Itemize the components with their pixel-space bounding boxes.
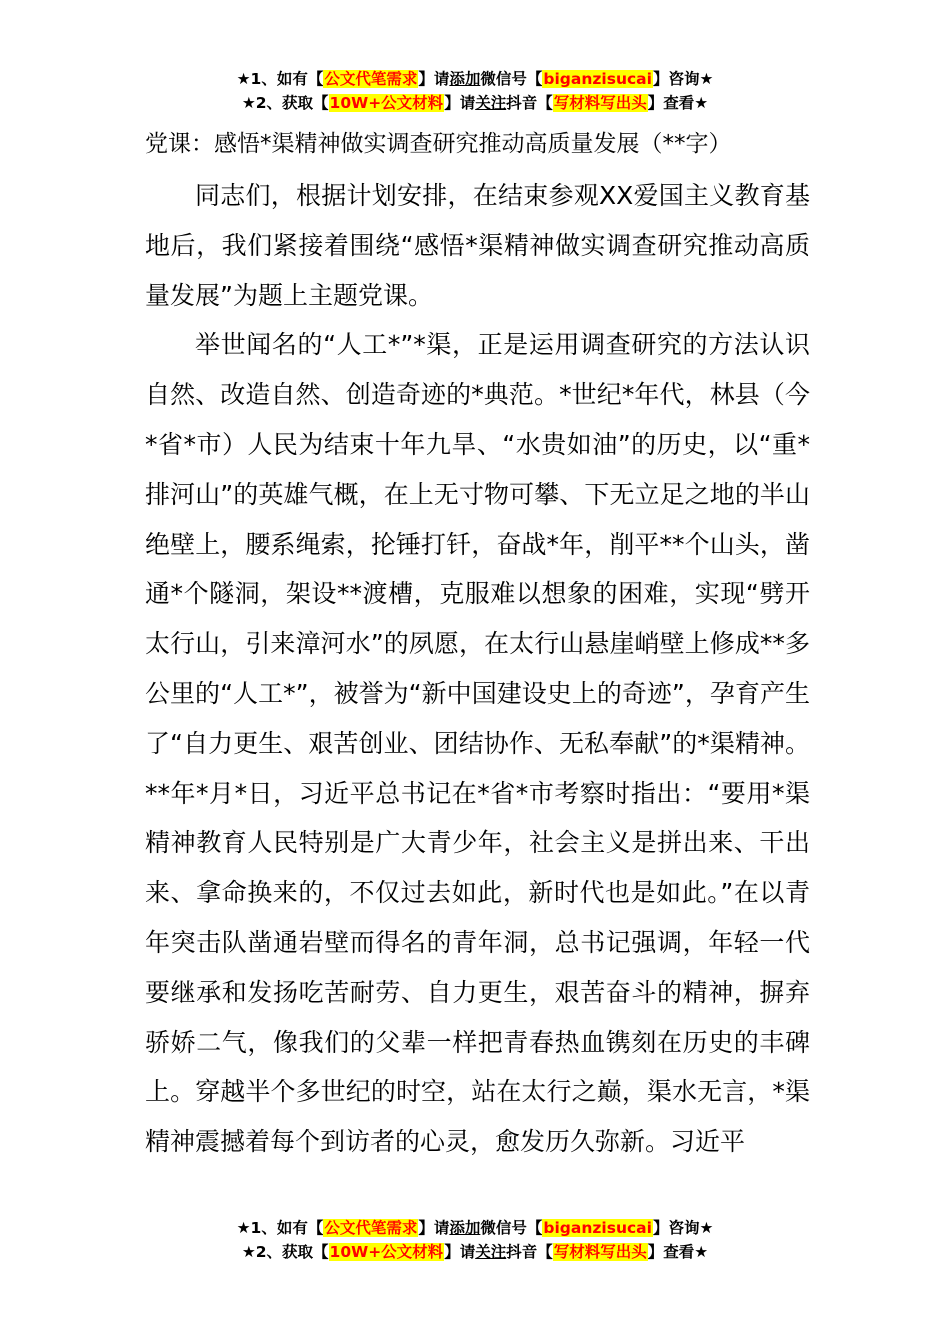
banner-line-2 (0, 1240, 950, 1264)
wechat-id-highlight: biganzisucai (543, 70, 652, 88)
banner-text: 】请 (418, 1219, 450, 1237)
banner-text: 】查看★ (647, 1243, 709, 1261)
banner-underline: 关注 (475, 1243, 507, 1261)
banner-text: 】请 (444, 94, 476, 112)
banner-text: 】请 (444, 1243, 476, 1261)
banner-text: 】请 (418, 70, 450, 88)
banner-text: 】查看★ (647, 94, 709, 112)
banner-text: 】咨询★ (652, 1219, 714, 1237)
banner-text: 抖音【 (506, 1243, 553, 1261)
wechat-id-highlight: biganzisucai (543, 1219, 652, 1237)
paragraph: 举世闻名的“人工*”*渠，正是运用调查研究的方法认识自然、改造自然、创造奇迹的*典范。*世纪*年代，林县（今*省*市）人民为结束十年九旱、“水贵如油”的历史，以“重*排河山”的英雄气概，在上无寸物可攀、下无立足之地的半山绝壁上，腰系绳索，抡锤打钎，奋战*年，削平**个山头，凿通*个隧洞，架设**渡槽，克服难以想象的困难，实现“劈开太行山，引来漳河水”的夙愿，在太行山悬崖峭壁上修成**多公里的“人工*”，被誉为“新中国建设史上的奇迹”，孕育产生了“自力更生、艰苦创业、团结协作、无私奉献”的*渠精神。**年*月*日，习近平总书记在*省*市考察时指出：“要用*渠精神教育人民特别是广大青少年，社会主义是拼出来、干出来、拿命换来的，不仅过去如此，新时代也是如此。”在以青年突击队凿通岩壁而得名的青年洞，总书记强调，年轻一代要继承和发扬吃苦耐劳、自力更生，艰苦奋斗的精神，摒弃骄娇二气，像我们的父辈一样把青春热血镌刻在历史的丰碑上。穿越半个多世纪的时空，站在太行之巅，渠水无言，*渠精神震撼着每个到访者的心灵，愈发历久弥新。习近平 (145, 330, 810, 1157)
banner-underline: 关注 (475, 94, 507, 112)
paragraph: 同志们，根据计划安排，在结束参观XX爱国主义教育基地后，我们紧接着围绕“感悟*渠精神做实调查研究推动高质量发展”为题上主题党课。 (145, 181, 810, 310)
banner-line-2 (0, 91, 950, 115)
header-banner (0, 67, 950, 115)
douyin-id-highlight: 写材料写出头 (553, 94, 647, 112)
banner-text: 微信号【 (480, 70, 543, 88)
footer-banner (0, 1216, 950, 1264)
banner-highlight: 10W+公文材料 (329, 94, 444, 112)
banner-underline: 添加 (449, 70, 481, 88)
banner-text: ★1、如有【 (236, 1219, 324, 1237)
banner-text: ★2、获取【 (241, 1243, 329, 1261)
banner-line-1 (0, 1216, 950, 1240)
banner-text: 】咨询★ (652, 70, 714, 88)
banner-underline: 添加 (449, 1219, 481, 1237)
banner-text: 微信号【 (480, 1219, 543, 1237)
banner-highlight: 10W+公文材料 (329, 1243, 444, 1261)
douyin-id-highlight: 写材料写出头 (553, 1243, 647, 1261)
banner-text: ★1、如有【 (236, 70, 324, 88)
banner-highlight: 公文代笔需求 (324, 1219, 418, 1237)
banner-text: 抖音【 (506, 94, 553, 112)
document-title: 党课：感悟*渠精神做实调查研究推动高质量发展（**字） (145, 131, 732, 157)
document-body (145, 171, 810, 1167)
banner-highlight: 公文代笔需求 (324, 70, 418, 88)
banner-line-1 (0, 67, 950, 91)
banner-text: ★2、获取【 (241, 94, 329, 112)
